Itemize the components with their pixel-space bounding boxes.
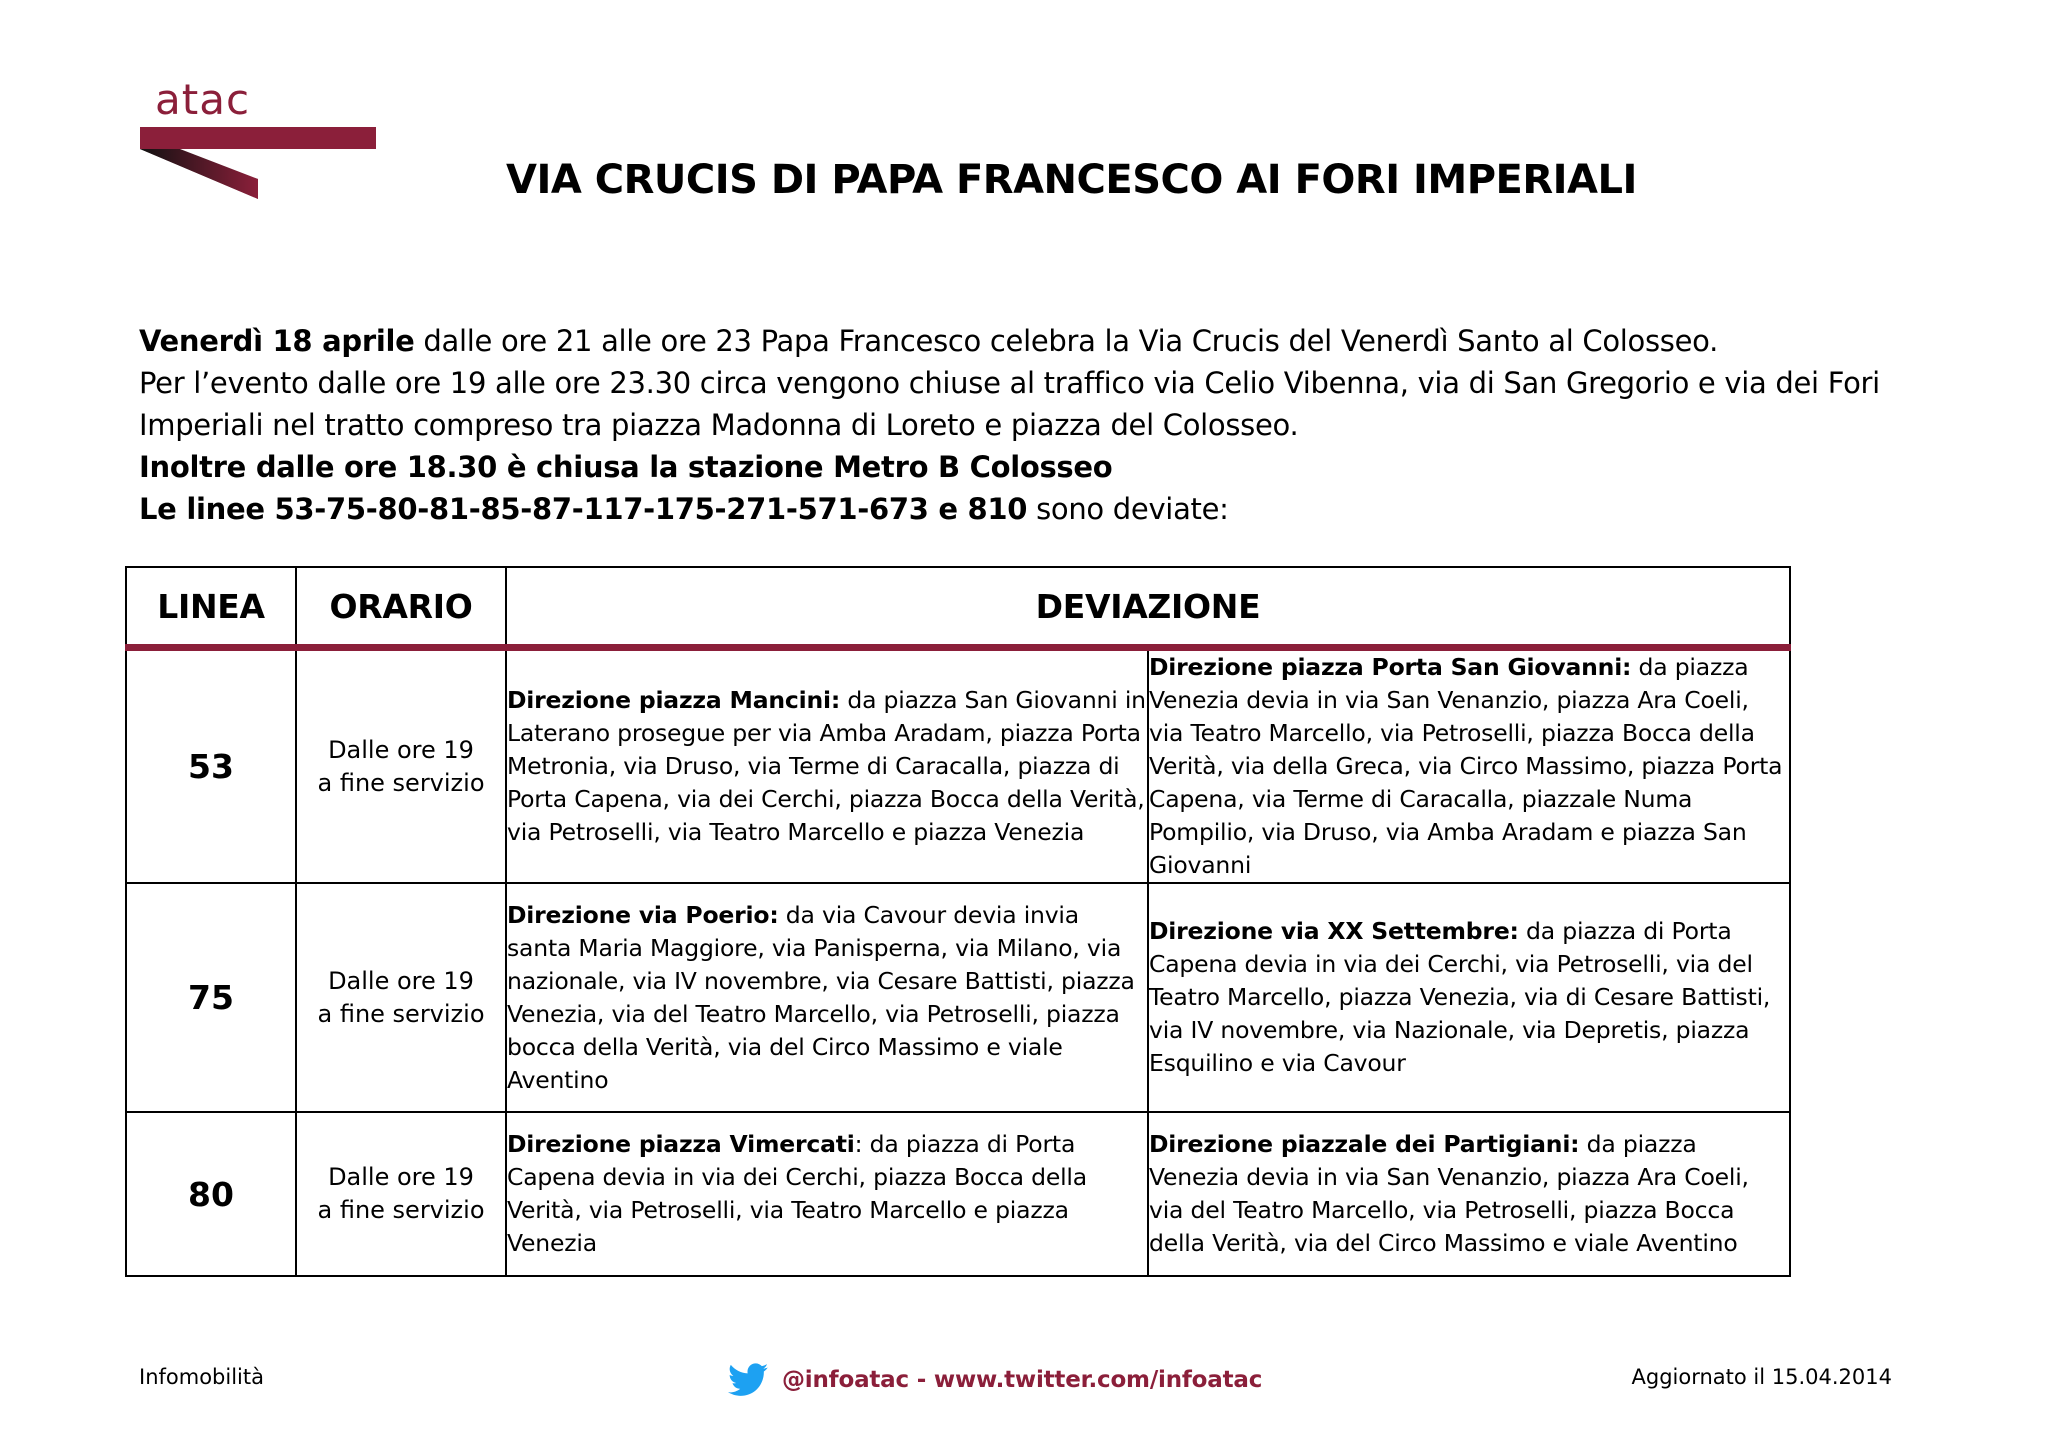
intro-text [139, 320, 1939, 530]
route-text: da via Cavour devia invia santa Maria Maggiore, via Panisperna, via Milano, via nazionale, via IV novembre, via Cesare Battisti, piazza Venezia, via del Teatro Marcello, via Petroselli, piazza bocca della Verità, via del Circo Massimo e viale Aventino [507, 900, 1135, 1094]
table-row [126, 1112, 1790, 1276]
direction-label: Direzione via Poerio: [507, 900, 779, 929]
schedule-end: a fine servizio [317, 999, 485, 1028]
deviation-inbound [1148, 1112, 1790, 1276]
route-text: da piazza San Giovanni in Laterano prosegue per via Amba Aradam, piazza Porta Metronia, via Druso, via Terme di Caracalla, piazza di Porta Capena, via dei Cerchi, piazza Bocca della Verità, via Petroselli, via Teatro Marcello e piazza Venezia [507, 686, 1146, 846]
schedule-start: Dalle ore 19 [328, 735, 474, 764]
logo-text: atac [155, 75, 251, 124]
table-row [126, 648, 1790, 884]
twitter-bird-icon [728, 1363, 768, 1397]
deviation-table [125, 566, 1791, 1277]
schedule-cell [296, 648, 506, 884]
footer-updated-date: Aggiornato il 15.04.2014 [1631, 1365, 1892, 1389]
line-number: 53 [126, 648, 296, 884]
route-text: da piazza di Porta Capena devia in via dei Cerchi, via Petroselli, via del Teatro Marcello, piazza Venezia, via di Cesare Battisti, via IV novembre, via Nazionale, via Depretis, piazza Esquilino e via Cavour [1149, 917, 1771, 1077]
route-text: da piazza Venezia devia in via San Venanzio, piazza Ara Coeli, via del Teatro Marcello, via Petroselli, piazza Bocca della Verità, via del Circo Massimo e viale Aventino [1149, 1130, 1749, 1257]
intro-date: Venerdì 18 aprile [139, 324, 415, 358]
schedule-end: a fine servizio [317, 768, 485, 797]
schedule-cell [296, 883, 506, 1112]
header-linea: LINEA [126, 567, 296, 648]
intro-line-4 [139, 446, 1939, 488]
footer-twitter[interactable] [728, 1363, 1262, 1397]
intro-line-5-text: sono deviate: [1027, 492, 1229, 526]
twitter-link[interactable]: @infoatac - www.twitter.com/infoatac [782, 1367, 1263, 1393]
route-text: da piazza Venezia devia in via San Venanzio, piazza Ara Coeli, via Teatro Marcello, via Petroselli, piazza Bocca della Verità, via della Greca, via Circo Massimo, piazza Porta Capena, via Terme di Caracalla, piazzale Numa Pompilio, via Druso, via Amba Aradam e piazza San Giovanni [1149, 653, 1783, 879]
schedule-cell [296, 1112, 506, 1276]
route-text: : da piazza di Porta Capena devia in via dei Cerchi, piazza Bocca della Verità, via Petroselli, via Teatro Marcello e piazza Venezia [507, 1130, 1087, 1257]
direction-label: Direzione piazza Vimercati [507, 1130, 855, 1158]
schedule-start: Dalle ore 19 [328, 1163, 474, 1191]
deviation-inbound [1148, 648, 1790, 884]
metro-closure-notice: Inoltre dalle ore 18.30 è chiusa la stazione Metro B Colosseo [139, 450, 1113, 484]
schedule-end: a fine servizio [317, 1196, 485, 1224]
page-title: VIA CRUCIS DI PAPA FRANCESCO AI FORI IMPERIALI [506, 157, 1637, 203]
logo-ribbon-icon [138, 127, 376, 207]
table-row [126, 883, 1790, 1112]
intro-line-1-text: dalle ore 21 alle ore 23 Papa Francesco celebra la Via Crucis del Venerdì Santo al Colosseo. [414, 324, 1719, 358]
line-number: 75 [126, 883, 296, 1112]
direction-label: Direzione piazza Porta San Giovanni: [1149, 653, 1632, 681]
line-number: 80 [126, 1112, 296, 1276]
direction-label: Direzione piazzale dei Partigiani: [1149, 1130, 1580, 1158]
direction-label: Direzione via XX Settembre: [1149, 917, 1519, 945]
deviated-lines: Le linee 53-75-80-81-85-87-117-175-271-571-673 e 810 [139, 492, 1028, 526]
deviation-outbound [506, 1112, 1148, 1276]
footer-infomobilita: Infomobilità [139, 1365, 264, 1389]
direction-label: Direzione piazza Mancini: [507, 686, 841, 714]
deviation-outbound [506, 648, 1148, 884]
atac-logo [138, 75, 376, 207]
intro-line-1 [139, 320, 1939, 362]
intro-line-5 [139, 488, 1939, 530]
intro-line-2: Per l’evento dalle ore 19 alle ore 23.30 circa vengono chiuse al traffico via Celio Vibenna, via di San Gregorio e via dei Fori [139, 366, 1880, 400]
table-header-row [126, 567, 1790, 648]
deviation-outbound [506, 883, 1148, 1112]
schedule-start: Dalle ore 19 [328, 966, 474, 995]
deviation-inbound [1148, 883, 1790, 1112]
header-orario: ORARIO [296, 567, 506, 648]
intro-line-3: Imperiali nel tratto compreso tra piazza Madonna di Loreto e piazza del Colosseo. [139, 408, 1299, 442]
header-deviazione: DEVIAZIONE [506, 567, 1790, 648]
